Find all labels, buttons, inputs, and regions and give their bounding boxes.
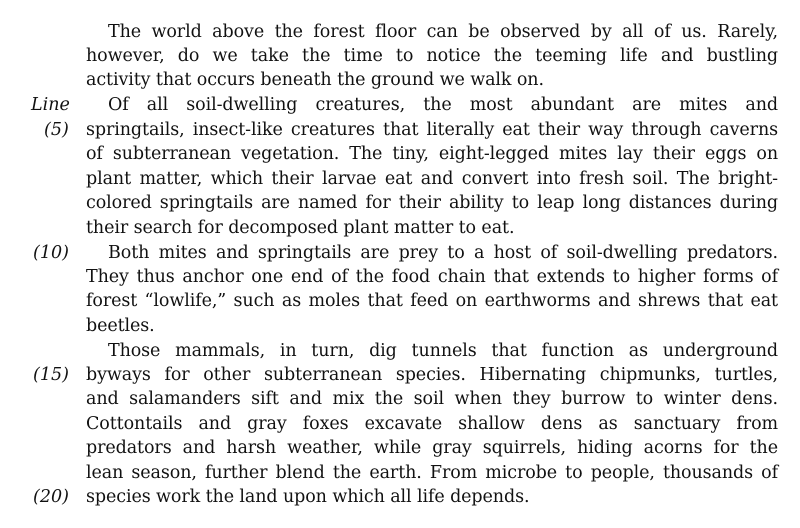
line-label: Line [31,95,70,115]
passage-line: their search for decomposed plant matter to eat. [86,218,515,238]
passage-line: Both mites and springtails are prey to a host of soil-dwelling predators. [108,243,778,263]
passage-line: species work the land upon which all life depends. [86,487,530,507]
passage-line: of subterranean vegetation. The tiny, eight-legged mites lay their eggs on [86,144,778,164]
line-number-5: (5) [44,120,69,140]
passage-line: Those mammals, in turn, dig tunnels that function as underground [108,341,778,361]
passage-line: The world above the forest floor can be observed by all of us. Rarely, [108,22,778,42]
passage-line: plant matter, which their larvae eat and convert into fresh soil. The bright- [86,169,778,189]
passage-line: Of all soil-dwelling creatures, the most abundant are mites and [108,95,778,115]
passage-line: byways for other subterranean species. Hibernating chipmunks, turtles, [86,365,778,385]
passage-line: activity that occurs beneath the ground we walk on. [86,70,544,90]
passage-line: forest “lowlife,” such as moles that feed on earthworms and shrews that eat [86,291,778,311]
passage-line: lean season, further blend the earth. From microbe to people, thousands of [86,463,778,483]
line-number-20: (20) [33,487,69,507]
passage-line: They thus anchor one end of the food chain that extends to higher forms of [86,267,778,287]
passage-line: and salamanders sift and mix the soil when they burrow to winter dens. [86,389,778,409]
line-number-15: (15) [33,365,69,385]
passage-line: springtails, insect-like creatures that literally eat their way through caverns [86,120,778,140]
passage-line: colored springtails are named for their ability to leap long distances during [86,193,778,213]
passage-line: beetles. [86,316,155,336]
passage-line: predators and harsh weather, while gray squirrels, hiding acorns for the [86,438,778,458]
line-number-10: (10) [33,243,69,263]
passage-line: Cottontails and gray foxes excavate shallow dens as sanctuary from [86,414,778,434]
passage-line: however, do we take the time to notice the teeming life and bustling [86,46,778,66]
